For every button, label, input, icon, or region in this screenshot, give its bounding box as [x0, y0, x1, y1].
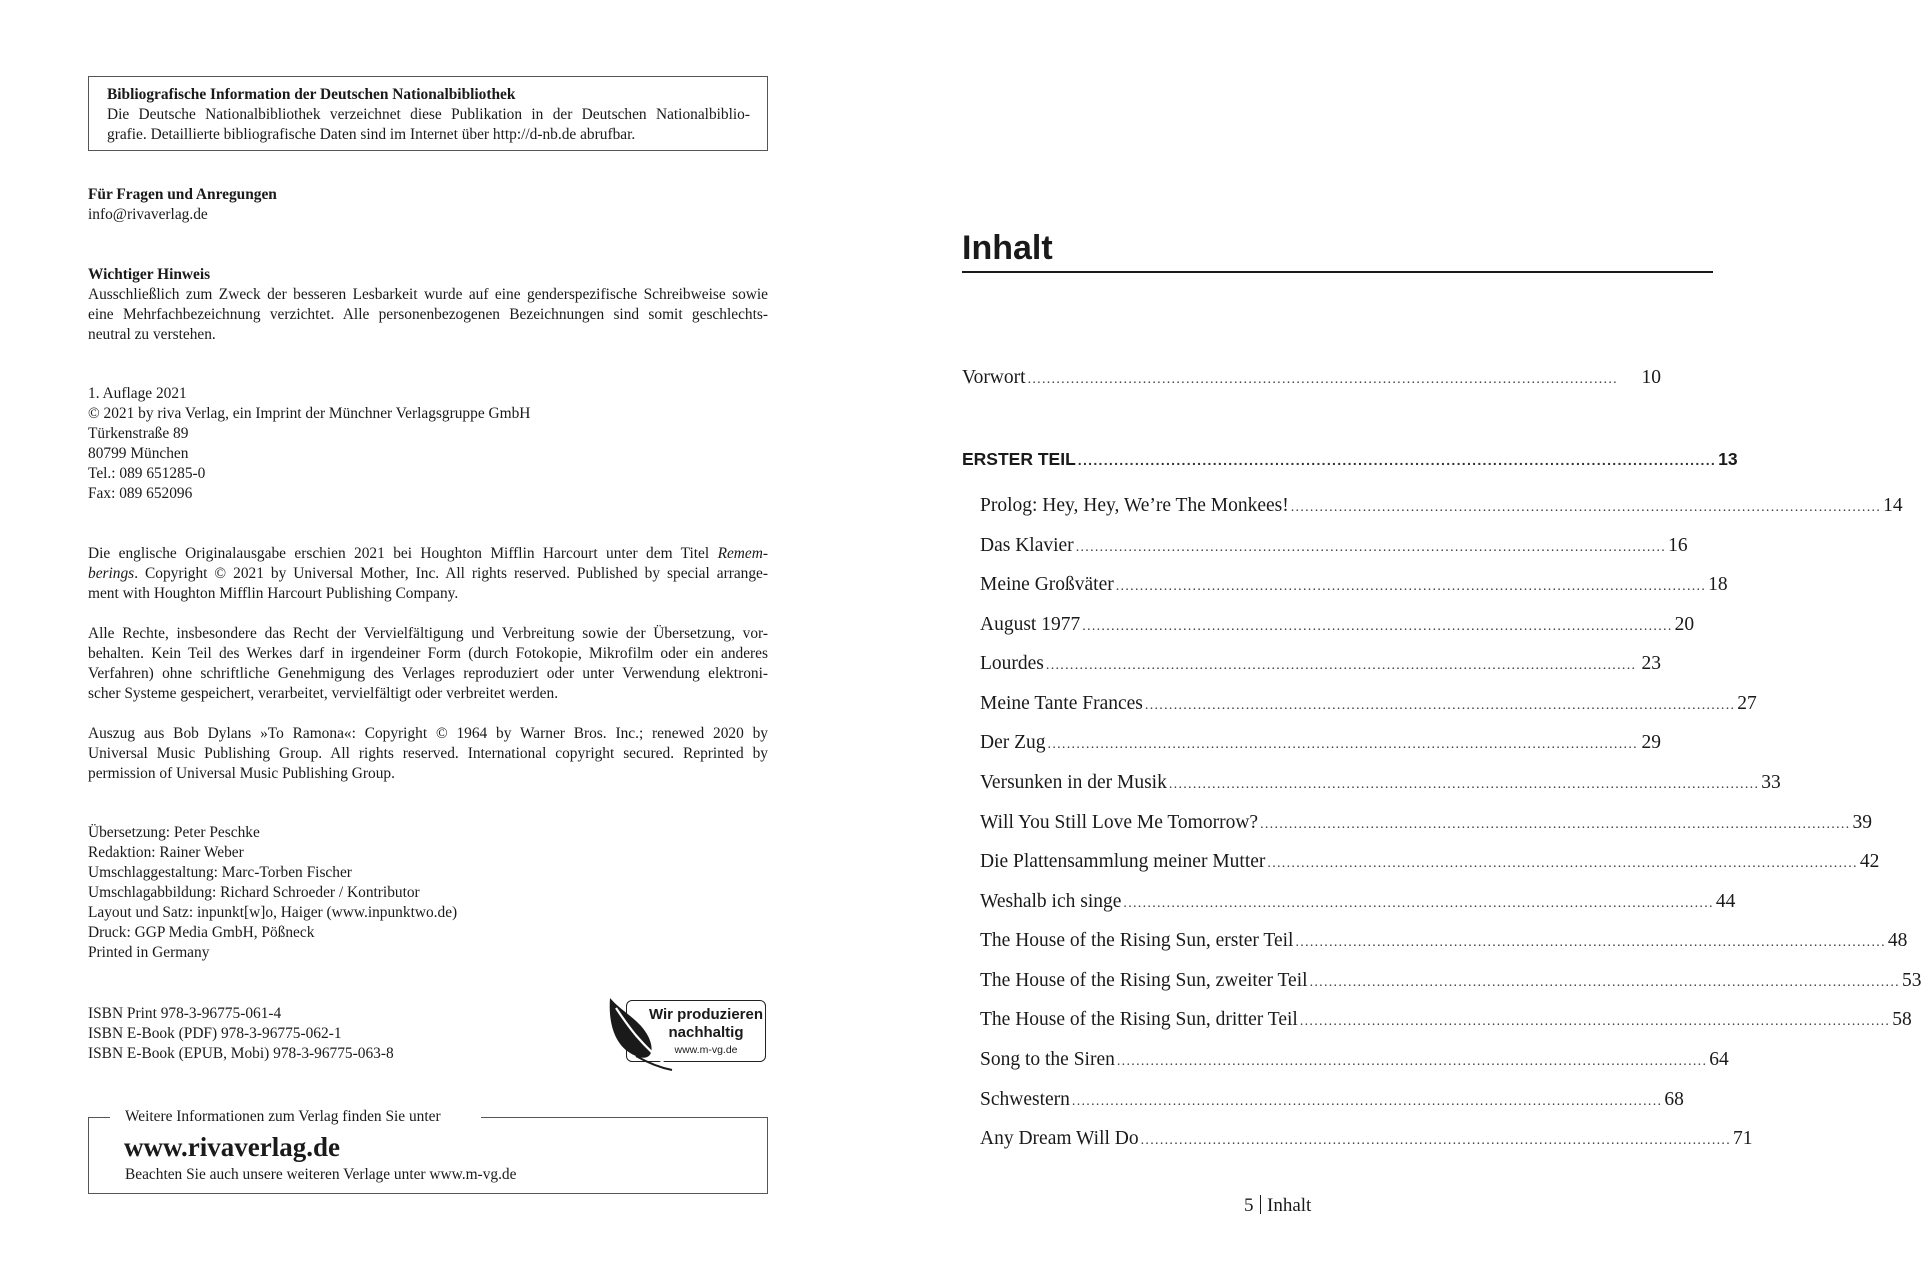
- toc-entry-title: Versunken in der Musik: [980, 772, 1167, 793]
- sustainability-badge: [606, 996, 768, 1066]
- rights-block: [88, 624, 768, 704]
- notice-block: [88, 265, 768, 345]
- title-rule: [962, 271, 1713, 273]
- credit-line: Umschlaggestaltung: Marc-Torben Fischer: [88, 864, 352, 881]
- toc-leader-dots: ...........................................................................................................................: [1144, 698, 1736, 713]
- excerpt-block: [88, 724, 768, 784]
- toc-entry-title: Meine Tante Frances: [980, 693, 1143, 714]
- toc-entry[interactable]: [962, 366, 1661, 392]
- toc-leader-dots: ...........................................................................................................................: [1116, 1054, 1708, 1069]
- excerpt-line: Auszug aus Bob Dylans »To Ramona«: Copyright © 1964 by Warner Bros. Inc.; renewed 2020 by: [88, 725, 768, 742]
- toc-entry[interactable]: [980, 534, 1688, 560]
- copyright: © 2021 by riva Verlag, ein Imprint der Münchner Verlagsgruppe GmbH: [88, 405, 531, 422]
- original-text: Die englische Originalausgabe erschien 2021 bei Houghton Mifflin Harcourt unter dem Titel: [88, 545, 710, 562]
- edition: 1. Auflage 2021: [88, 385, 187, 402]
- notice-line: neutral zu verstehen.: [88, 326, 216, 343]
- publisher-web-box: [88, 1108, 768, 1194]
- excerpt-line: permission of Universal Music Publishing Group.: [88, 765, 395, 782]
- toc-entry[interactable]: [980, 613, 1695, 639]
- toc-page-number: 39: [1852, 812, 1872, 833]
- toc-entry-title: Die Plattensammlung meiner Mutter: [980, 851, 1266, 872]
- toc-entry[interactable]: [980, 1008, 1912, 1034]
- toc-leader-dots: ...........................................................................................................................: [1295, 935, 1886, 950]
- imprint-page: [0, 0, 856, 1270]
- toc-page-number: 20: [1674, 614, 1695, 635]
- toc-entry[interactable]: [980, 731, 1661, 757]
- toc-entry[interactable]: [980, 1048, 1729, 1074]
- toc-page-number: 18: [1708, 574, 1728, 595]
- toc-page-number: 53: [1901, 970, 1921, 991]
- toc-leader-dots: ...........................................................................................................................: [1071, 1094, 1663, 1109]
- web-box-note: Beachten Sie auch unsere weiteren Verlage unter www.m-vg.de: [125, 1166, 517, 1183]
- toc-page-number: 23: [1641, 653, 1661, 674]
- toc-page-number: 64: [1709, 1049, 1729, 1070]
- toc-entry[interactable]: [980, 652, 1661, 678]
- imprint-address-block: [88, 384, 768, 504]
- toc-leader-dots: ...........................................................................................................................: [1077, 452, 1717, 468]
- original-line: [88, 564, 768, 584]
- toc-entry-title: Prolog: Hey, Hey, We’re The Monkees!: [980, 495, 1289, 516]
- toc-page-number: 14: [1883, 495, 1903, 516]
- credit-line: Redaktion: Rainer Weber: [88, 844, 244, 861]
- contact-block: [88, 185, 768, 225]
- toc-page-number: 58: [1892, 1009, 1912, 1030]
- toc-entry[interactable]: [980, 573, 1728, 599]
- toc-entry[interactable]: [980, 929, 1908, 955]
- page-title: Inhalt: [962, 229, 1053, 267]
- rights-line: scher Systeme gespeichert, verarbeitet, vervielfältigt oder verbreitet werden.: [88, 685, 559, 702]
- toc-page-number: 48: [1887, 930, 1908, 951]
- badge-line1: Wir produzieren: [648, 1006, 764, 1023]
- toc-page-number: 33: [1761, 772, 1781, 793]
- box-top-border-left: [88, 1117, 110, 1118]
- toc-entry[interactable]: [980, 1088, 1684, 1114]
- toc-part-heading[interactable]: [962, 447, 1738, 472]
- rights-line: Alle Rechte, insbesondere das Recht der Vervielfältigung und Verbreitung sowie der Übersetzung, vor-: [88, 625, 768, 642]
- footer-label: Inhalt: [1267, 1195, 1312, 1216]
- credit-line: Umschlagabbildung: Richard Schroeder / Kontributor: [88, 884, 420, 901]
- rights-line: Verfahren) ohne schriftliche Genehmigung des Verlages reproduziert oder unter Verwendung elektroni-: [88, 665, 768, 682]
- excerpt-line: Universal Music Publishing Group. All rights reserved. International copyright secured. Reprinted by: [88, 745, 768, 762]
- toc-page-number: 29: [1641, 732, 1661, 753]
- toc-entry-title: Meine Großväter: [980, 574, 1114, 595]
- page-number: 5: [1244, 1195, 1254, 1216]
- toc-entry[interactable]: [980, 850, 1880, 876]
- toc-entry-title: Lourdes: [980, 653, 1044, 674]
- contact-email: info@rivaverlag.de: [88, 206, 208, 223]
- toc-leader-dots: ...........................................................................................................................: [1290, 500, 1882, 515]
- toc-entry[interactable]: [980, 969, 1921, 995]
- toc-entry-title: Das Klavier: [980, 535, 1074, 556]
- toc-entry[interactable]: [980, 890, 1736, 916]
- toc-entry-title: Song to the Siren: [980, 1049, 1115, 1070]
- toc-leader-dots: ...........................................................................................................................: [1045, 658, 1637, 673]
- toc-entry-title: Vorwort: [962, 367, 1026, 388]
- notice-heading: Wichtiger Hinweis: [88, 266, 211, 283]
- toc-page-number: 13: [1718, 449, 1738, 469]
- contents-page: [856, 0, 1921, 1270]
- biblio-line: grafie. Detaillierte bibliografische Daten sind im Internet über http://d-nb.de abrufbar.: [107, 126, 636, 143]
- toc-entry-title: The House of the Rising Sun, zweiter Teil: [980, 970, 1308, 991]
- toc-entry[interactable]: [980, 692, 1757, 718]
- toc-page-number: 42: [1859, 851, 1880, 872]
- original-text: . Copyright © 2021 by Universal Mother, Inc. All rights reserved. Published by special arrange-: [134, 565, 768, 582]
- original-line: ment with Houghton Mifflin Harcourt Publishing Company.: [88, 585, 459, 602]
- toc-entry-title: Will You Still Love Me Tomorrow?: [980, 812, 1259, 833]
- toc-page-number: 27: [1737, 693, 1757, 714]
- credits-block: [88, 823, 768, 963]
- toc-page-number: 44: [1715, 891, 1736, 912]
- biblio-heading: Bibliografische Information der Deutschen Nationalbibliothek: [107, 86, 516, 103]
- footer-separator: [1260, 1195, 1262, 1214]
- contact-heading: Für Fragen und Anregungen: [88, 186, 277, 203]
- toc-entry[interactable]: [980, 771, 1781, 797]
- toc-entry[interactable]: [980, 1127, 1753, 1153]
- web-box-caption: Weitere Informationen zum Verlag finden Sie unter: [125, 1108, 441, 1125]
- telephone: Tel.: 089 651285-0: [88, 465, 206, 482]
- toc-leader-dots: ...........................................................................................................................: [1027, 372, 1618, 387]
- toc-entry[interactable]: [980, 494, 1903, 520]
- toc-entry-title: August 1977: [980, 614, 1081, 635]
- toc-leader-dots: ...........................................................................................................................: [1309, 975, 1900, 990]
- notice-line: eine Mehrfachbezeichnung verzichtet. Alle personenbezogenen Bezeichnungen sind somit geschlechts-: [88, 306, 768, 323]
- credit-line: Übersetzung: Peter Peschke: [88, 824, 260, 841]
- toc-entry-title: Weshalb ich singe: [980, 891, 1122, 912]
- toc-leader-dots: ...........................................................................................................................: [1047, 737, 1638, 752]
- rights-line: behalten. Kein Teil des Werkes darf in irgendeiner Form (durch Fotokopie, Mikrofilm oder ein anderes: [88, 645, 768, 662]
- credit-line: Printed in Germany: [88, 944, 210, 961]
- isbn-line: ISBN Print 978-3-96775-061-4: [88, 1005, 282, 1022]
- toc-leader-dots: ...........................................................................................................................: [1075, 540, 1667, 555]
- fax: Fax: 089 652096: [88, 485, 193, 502]
- original-title-part: berings: [88, 565, 135, 582]
- street: Türkenstraße 89: [88, 425, 189, 442]
- toc-page-number: 71: [1733, 1128, 1753, 1149]
- toc-leader-dots: ...........................................................................................................................: [1168, 777, 1760, 792]
- isbn-line: ISBN E-Book (EPUB, Mobi) 978-3-96775-063-8: [88, 1045, 394, 1062]
- toc-entry-title: The House of the Rising Sun, dritter Teil: [980, 1009, 1298, 1030]
- toc-entry[interactable]: [980, 811, 1872, 837]
- biblio-line: Die Deutsche Nationalbibliothek verzeichnet diese Publikation in der Deutschen Nationalbiblio-: [107, 106, 750, 123]
- toc-entry-title: Any Dream Will Do: [980, 1128, 1139, 1149]
- toc-leader-dots: ...........................................................................................................................: [1299, 1014, 1891, 1029]
- toc-page-number: 10: [1641, 367, 1661, 388]
- toc-entry-title: Der Zug: [980, 732, 1046, 753]
- toc-entry-title: The House of the Rising Sun, erster Teil: [980, 930, 1294, 951]
- toc-leader-dots: ...........................................................................................................................: [1260, 817, 1851, 832]
- city: 80799 München: [88, 445, 189, 462]
- publisher-website-link[interactable]: www.rivaverlag.de: [124, 1132, 340, 1162]
- badge-url: www.m-vg.de: [674, 1044, 738, 1056]
- original-line: [88, 544, 768, 564]
- original-edition-block: [88, 544, 768, 604]
- toc-leader-dots: ...........................................................................................................................: [1115, 579, 1707, 594]
- toc-page-number: 16: [1668, 535, 1688, 556]
- toc-leader-dots: ...........................................................................................................................: [1267, 856, 1858, 871]
- bibliographic-info-box: [88, 76, 768, 151]
- toc-leader-dots: ...........................................................................................................................: [1140, 1133, 1732, 1148]
- isbn-line: ISBN E-Book (PDF) 978-3-96775-062-1: [88, 1025, 342, 1042]
- box-top-border-right: [481, 1117, 768, 1118]
- page-footer: [1244, 1194, 1311, 1218]
- toc-leader-dots: ...........................................................................................................................: [1082, 619, 1673, 634]
- notice-line: Ausschließlich zum Zweck der besseren Lesbarkeit wurde auf eine genderspezifische Schreibweise sowie: [88, 286, 768, 303]
- toc-leader-dots: ...........................................................................................................................: [1123, 896, 1714, 911]
- toc-entry-title: ERSTER TEIL: [962, 449, 1076, 469]
- credit-line: Druck: GGP Media GmbH, Pößneck: [88, 924, 315, 941]
- toc-entry-title: Schwestern: [980, 1089, 1070, 1110]
- toc-page-number: 68: [1664, 1089, 1684, 1110]
- credit-line: Layout und Satz: inpunkt[w]o, Haiger (www.inpunktwo.de): [88, 904, 458, 921]
- original-title-part: Remem-: [717, 545, 768, 562]
- badge-line2: nachhaltig: [668, 1024, 744, 1041]
